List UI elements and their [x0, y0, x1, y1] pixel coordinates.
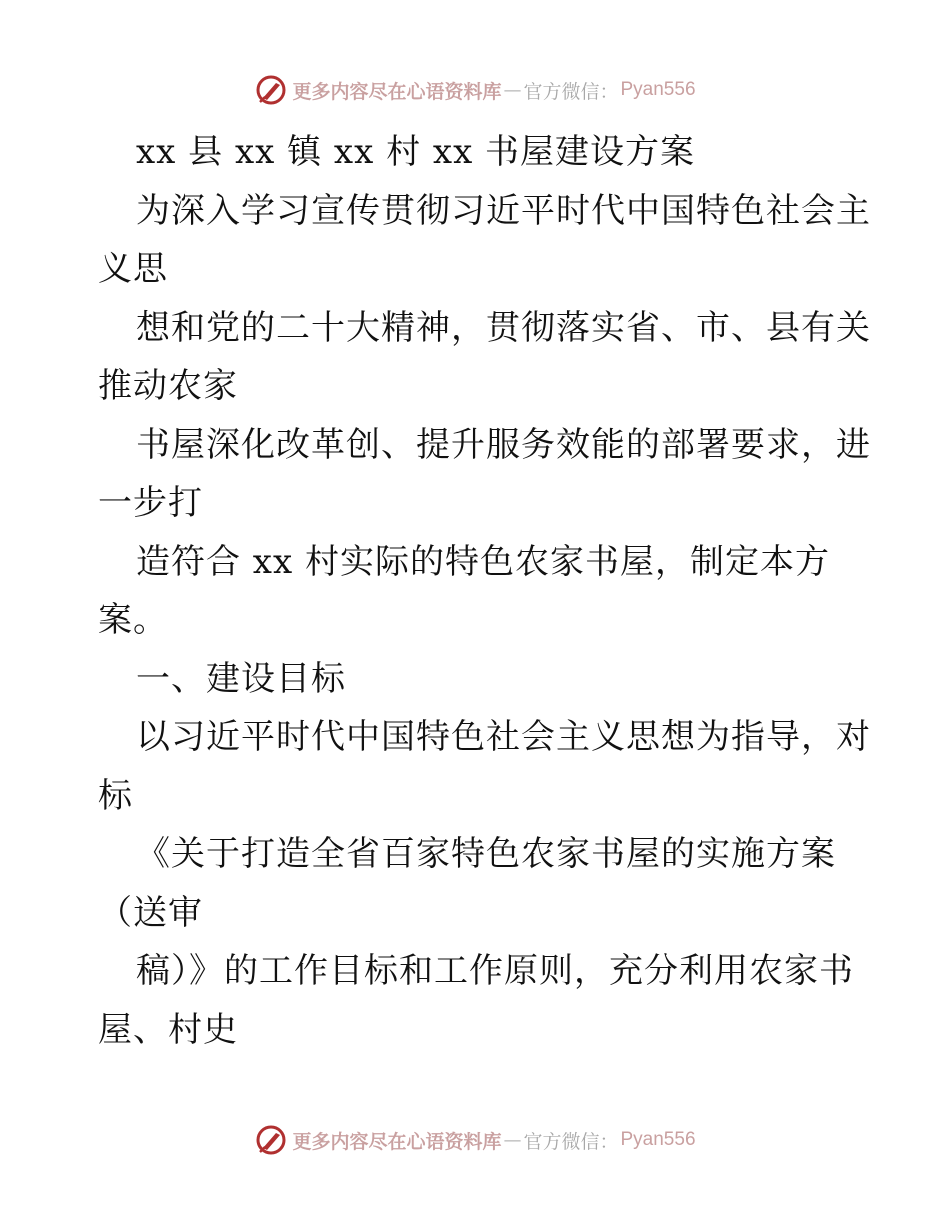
section-heading: 一、建设目标: [136, 658, 346, 699]
document-body: [98, 123, 871, 1059]
paragraph-line: 《关于打造全省百家特色农家书屋的实施方案: [136, 834, 836, 874]
watermark-label: 官方微信：: [523, 80, 619, 103]
paragraph-line: 推动农家: [98, 366, 238, 406]
watermark-label: 官方微信：: [523, 1130, 619, 1153]
watermark-separator: —: [503, 1129, 522, 1151]
paragraph-line: 标: [98, 775, 133, 816]
paragraph-line: 以习近平时代中国特色社会主义思想为指导，对: [136, 717, 871, 757]
watermark-brand: 更多内容尽在心语资料库: [292, 80, 502, 103]
paragraph-line: 为深入学习宣传贯彻习近平时代中国特色社会主: [136, 190, 871, 231]
paragraph-line: 屋、村史: [98, 1009, 238, 1050]
paragraph-line: （送审: [98, 892, 203, 933]
paragraph-line: 义思: [98, 249, 168, 289]
paragraph-line: 造符合 xx 村实际的特色农家书屋，制定本方: [136, 541, 830, 582]
watermark-header: [0, 70, 950, 110]
watermark-separator: —: [503, 79, 522, 101]
paragraph-line: 想和党的二十大精神，贯彻落实省、市、县有关: [136, 307, 871, 348]
watermark-handle: Pyan556: [620, 79, 696, 100]
quill-logo-icon: [254, 1123, 288, 1157]
paragraph-line: 书屋深化改革创、提升服务效能的部署要求，进: [136, 424, 871, 465]
paragraph-line: 一步打: [98, 483, 203, 523]
watermark-handle: Pyan556: [620, 1129, 696, 1150]
paragraph-line: 稿）》的工作目标和工作原则，充分利用农家书: [136, 951, 854, 991]
document-title: xx 县 xx 镇 xx 村 xx 书屋建设方案: [136, 132, 696, 172]
watermark-footer: [0, 1120, 950, 1160]
paragraph-line: 案。: [98, 600, 168, 640]
quill-logo-icon: [254, 73, 288, 107]
watermark-brand: 更多内容尽在心语资料库: [292, 1130, 502, 1153]
